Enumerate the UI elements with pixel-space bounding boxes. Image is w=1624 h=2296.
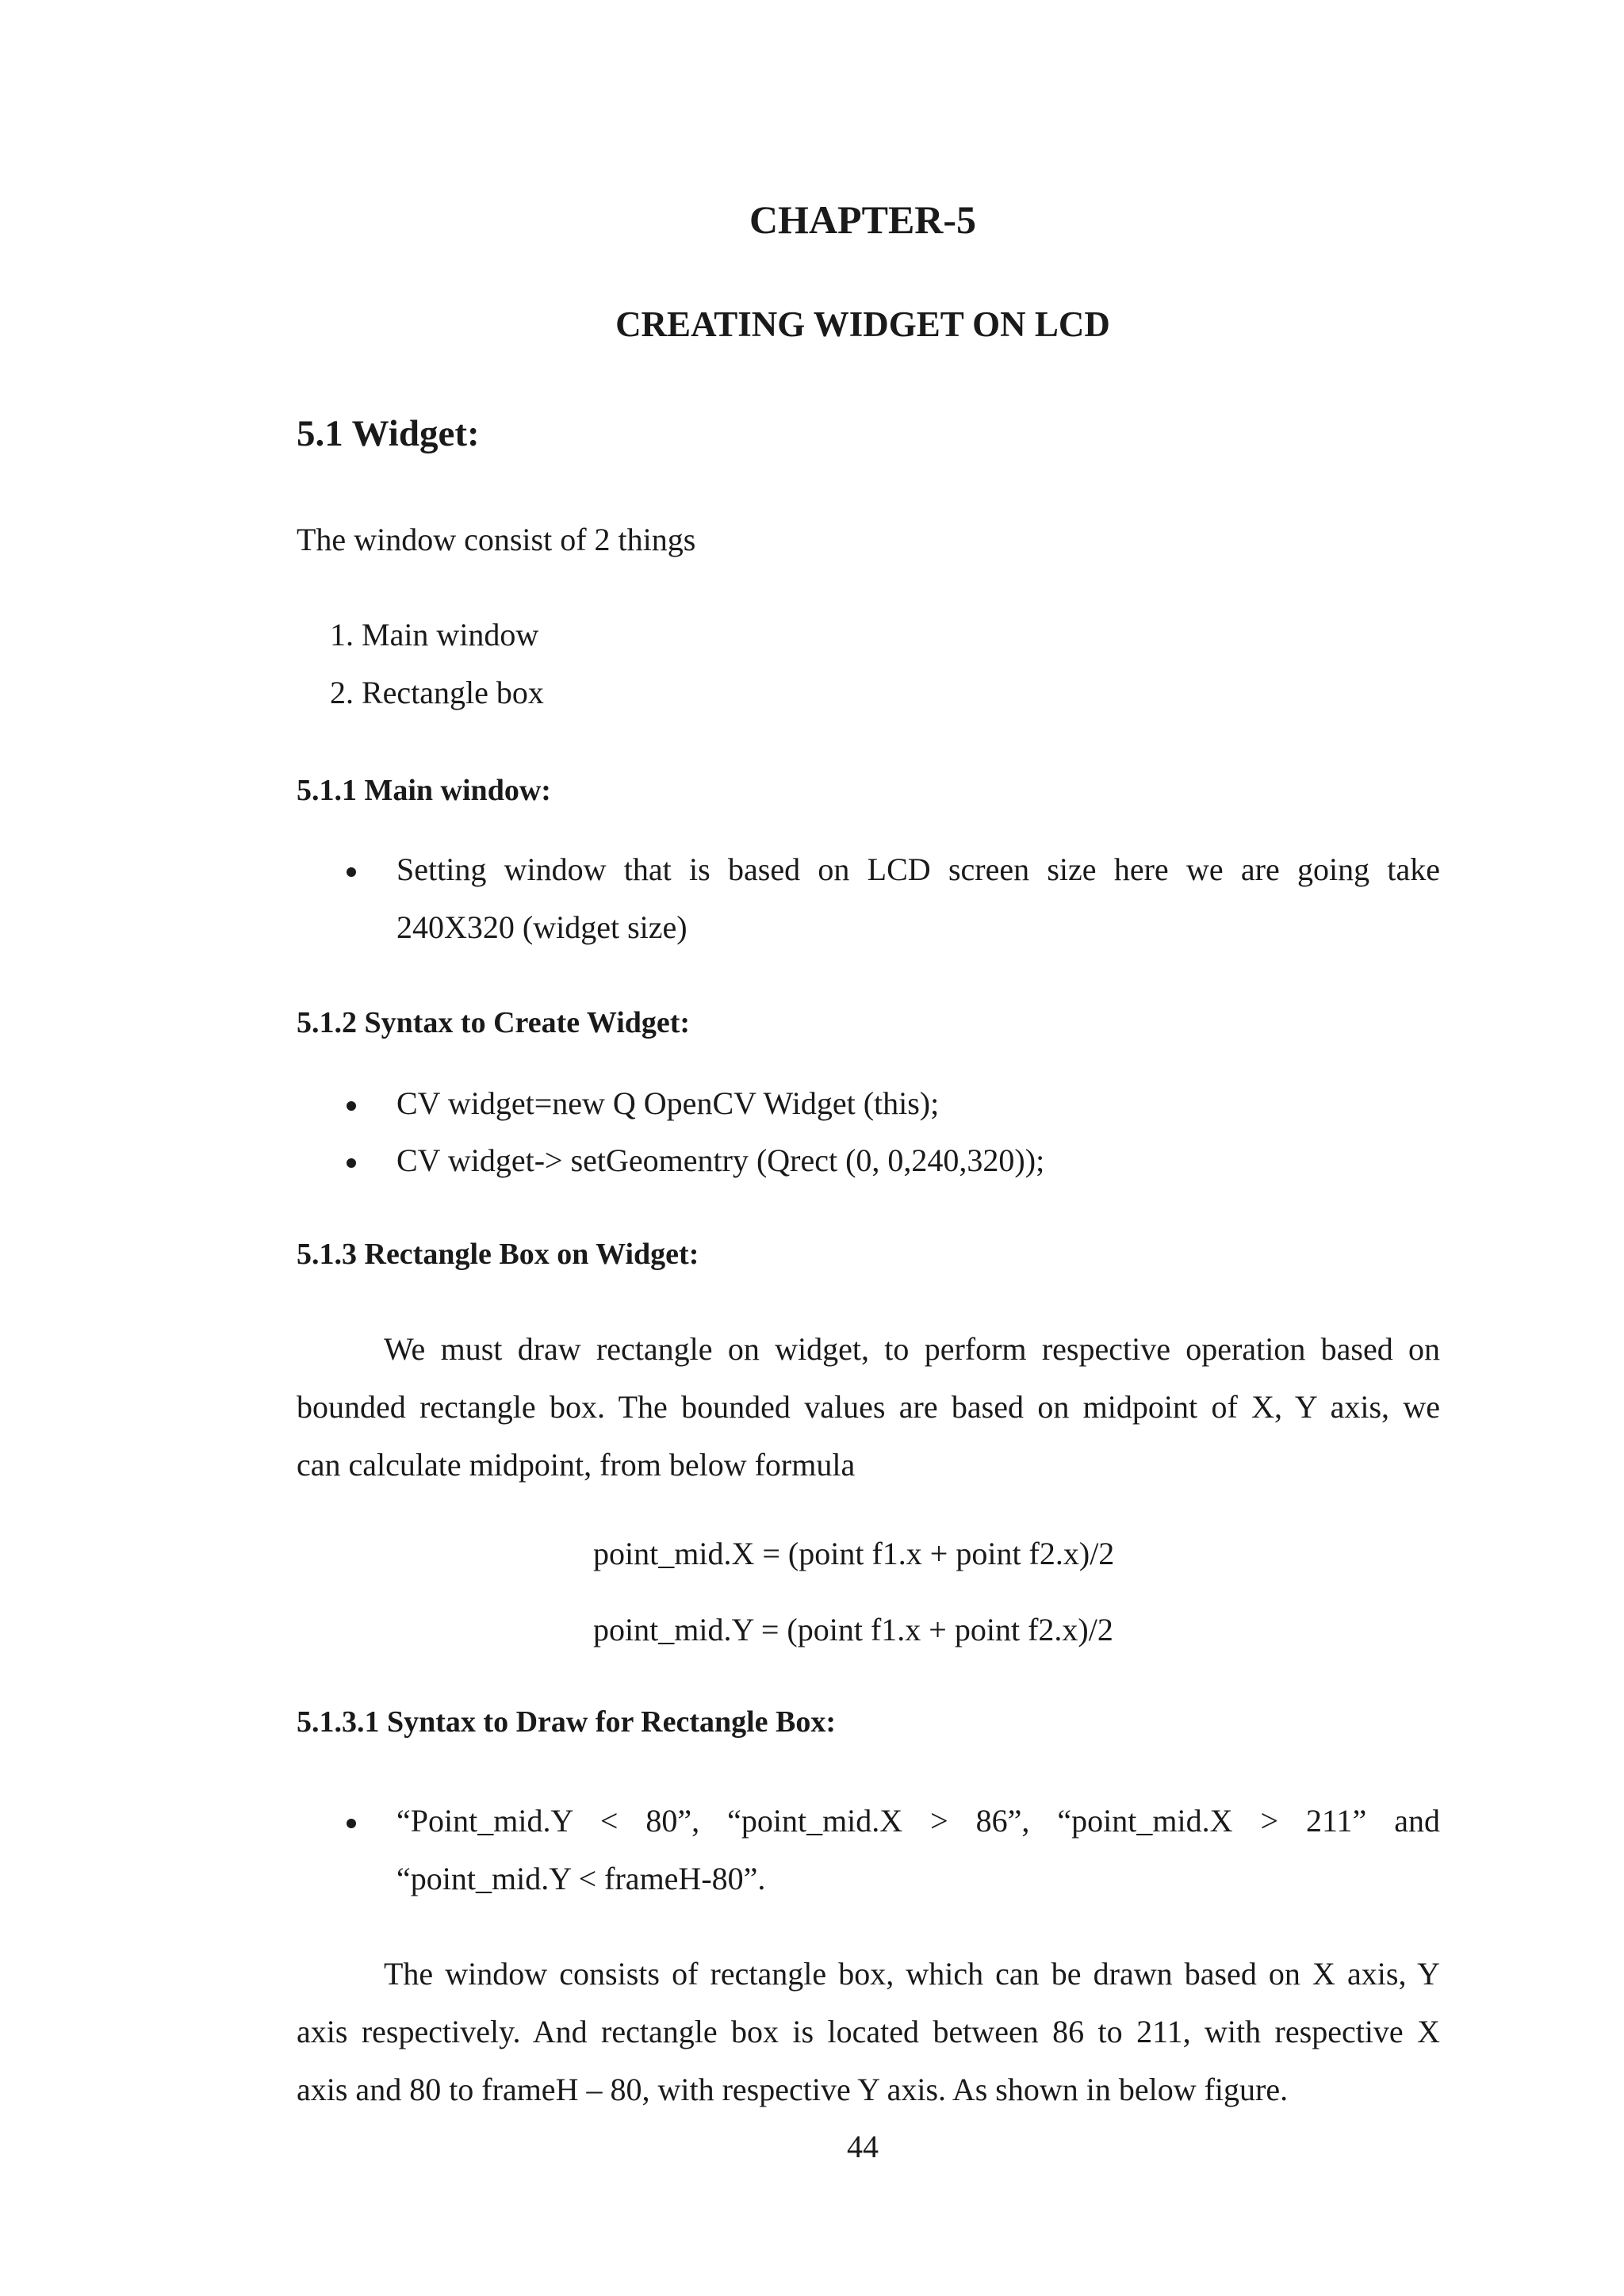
bullet-text-line: 240X320 (widget size) [396, 909, 688, 945]
paragraph-line: axis and 80 to frameH – 80, with respective Y axis. As shown in below figure. [297, 2072, 1289, 2107]
bullet-icon [347, 1101, 356, 1111]
page-number: 44 [847, 2129, 879, 2164]
section-intro: The window consist of 2 things [297, 522, 696, 557]
section-heading-5-1-2: 5.1.2 Syntax to Create Widget: [297, 1006, 691, 1039]
section-heading-5-1-3-1: 5.1.3.1 Syntax to Draw for Rectangle Box: [297, 1705, 837, 1739]
paragraph-line: bounded rectangle box. The bounded values are based on midpoint of X, Y axis, we [297, 1389, 1440, 1425]
section-heading-5-1-3: 5.1.3 Rectangle Box on Widget: [297, 1238, 699, 1271]
formula-line: point_mid.Y = (point f1.x + point f2.x)/2 [593, 1612, 1113, 1647]
paragraph-line: The window consists of rectangle box, which can be drawn based on X axis, Y [384, 1956, 1440, 1992]
bullet-text-line: CV widget-> setGeomentry (Qrect (0, 0,240,320)); [396, 1142, 1045, 1178]
list-item-rectangle-box: 2. Rectangle box [330, 675, 544, 710]
chapter-subtitle: CREATING WIDGET ON LCD [615, 304, 1110, 344]
paragraph-line: can calculate midpoint, from below formula [297, 1447, 856, 1483]
bullet-text-line: Setting window that is based on LCD screen size here we are going take [396, 851, 1440, 887]
paragraph-line: axis respectively. And rectangle box is located between 86 to 211, with respective X [297, 2014, 1440, 2049]
bullet-icon [347, 1158, 356, 1168]
bullet-text-line: CV widget=new Q OpenCV Widget (this); [396, 1085, 940, 1121]
bullet-text-line: “point_mid.Y < frameH-80”. [396, 1861, 766, 1896]
paragraph-line: We must draw rectangle on widget, to perform respective operation based on [384, 1331, 1440, 1367]
section-heading-5-1-1: 5.1.1 Main window: [297, 774, 551, 807]
chapter-title: CHAPTER-5 [749, 197, 977, 242]
section-heading-5-1: 5.1 Widget: [297, 413, 480, 454]
list-item-main-window: 1. Main window [330, 617, 539, 652]
bullet-icon [347, 867, 356, 877]
formula-line: point_mid.X = (point f1.x + point f2.x)/2 [593, 1536, 1115, 1571]
bullet-text-line: “Point_mid.Y < 80”, “point_mid.X > 86”, “point_mid.X > 211” and [396, 1803, 1440, 1839]
bullet-icon [347, 1819, 356, 1828]
